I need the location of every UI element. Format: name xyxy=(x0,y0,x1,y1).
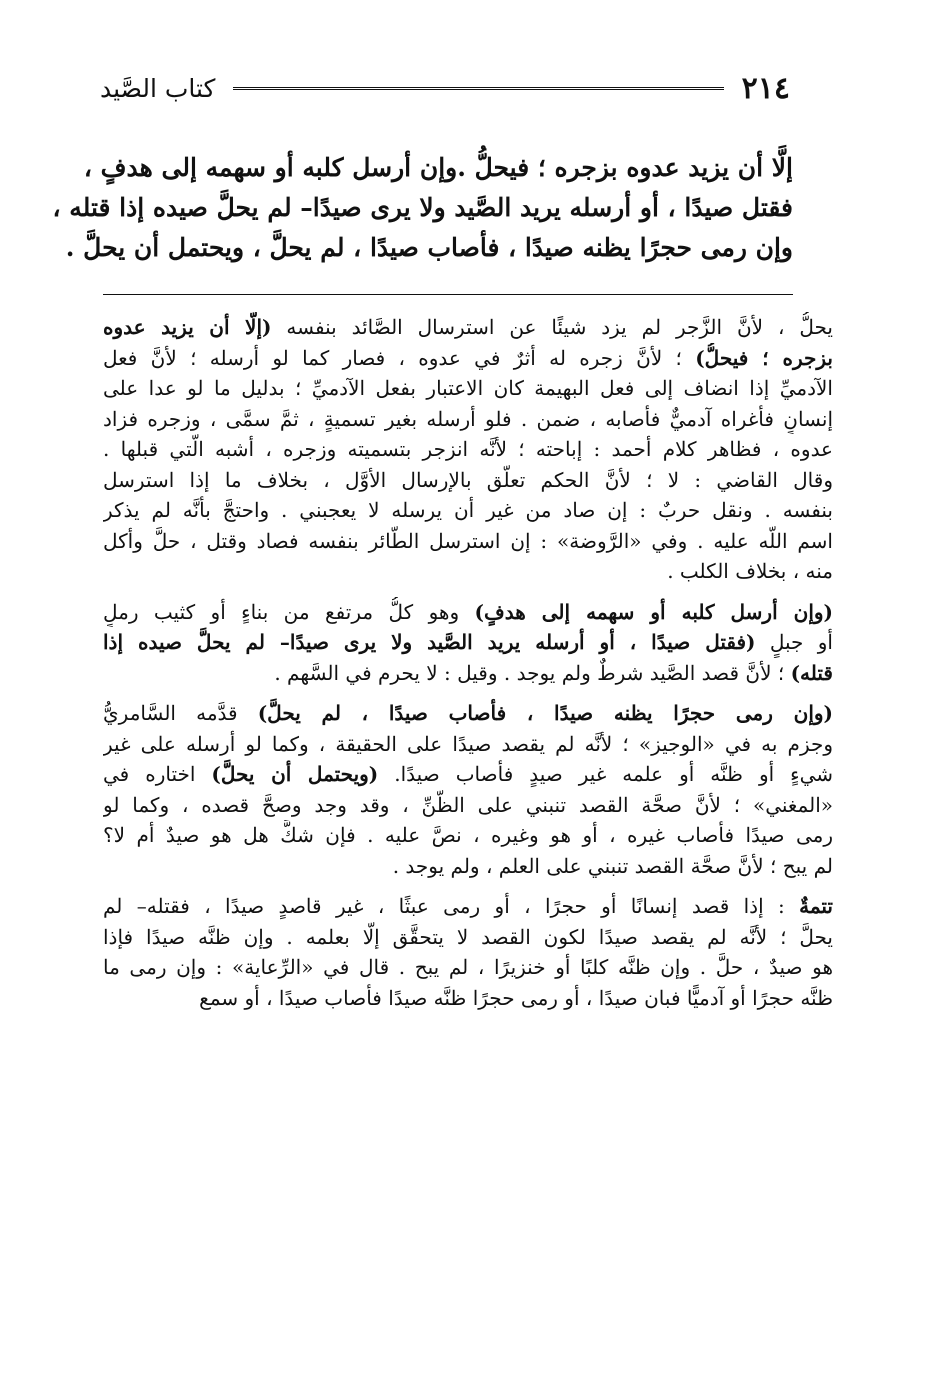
commentary-segment: أو جبلٍ xyxy=(755,630,833,654)
matn-text xyxy=(52,148,793,268)
commentary-line xyxy=(103,952,833,983)
page-header xyxy=(100,68,790,108)
matn-line: وإن رمى حجرًا يظنه صيدًا ، فأصاب صيدًا ، لم يحلَّ ، ويحتمل أن يحلَّ . xyxy=(65,233,793,262)
commentary-line xyxy=(103,790,833,821)
commentary-segment: منه ، بخلاف الكلب . xyxy=(667,559,833,583)
commentary-line xyxy=(103,526,833,557)
commentary-segment: ؛ لأنَّ زجره له أثرٌ في عدوه ، فصار كما لو أرسله ؛ لأنَّ فعل xyxy=(103,345,696,370)
commentary-segment: : إذا قصد إنسانًا أو حجرًا ، أو رمى عبثًا ، غير قاصدٍ صيدًا ، فقتله– لم xyxy=(103,894,800,918)
commentary-segment: ظنَّه حجرًا أو آدميًّا فبان صيدًا ، أو رمى حجرًا ظنَّه صيدًا فأصاب صيدًا ، أو سمع xyxy=(199,985,833,1010)
commentary-line xyxy=(103,759,833,790)
commentary-segment: وهو كلُّ مرتفع من بناءٍ أو كثيب رملٍ xyxy=(103,599,475,624)
commentary-line xyxy=(103,983,833,1014)
commentary-paragraph xyxy=(103,597,833,689)
matn-quote: تتمةٌ xyxy=(799,894,833,918)
header-rule xyxy=(233,87,723,90)
commentary-line xyxy=(103,851,833,882)
commentary-segment: شيءٍ أو ظنَّه أو علمه غير صيدٍ فأصاب صيدًا. xyxy=(378,762,833,786)
matn-quote: (ويحتمل أن يحلَّ) xyxy=(211,762,379,786)
matn-quote: (فقتل صيدًا ، أو أرسله يريد الصَّيد ولا يرى صيدًا– لم يحلَّ صيده إذا xyxy=(103,630,756,654)
commentary-line xyxy=(103,465,833,496)
commentary-segment: رمى صيدًا فأصاب غيره ، أو هو وغيره ، نصَّ عليه . فإن شكَّ هل هو صيدٌ أم لا؟ xyxy=(103,823,833,847)
commentary-segment: بنفسه . ونقل حربٌ : إن صاد من غير أن يرسله لا يعجبني . واحتجَّ بأنَّه لم يذكر xyxy=(103,498,833,522)
commentary-line xyxy=(103,658,833,689)
commentary-line xyxy=(103,343,833,374)
commentary-segment: هو صيدٌ ، حلَّ . وإن ظنَّه كلبًا أو خنزيرًا ، لم يبح . قال في «الرِّعاية» : وإن رمى ما xyxy=(103,955,833,979)
matn-line: إلَّا أن يزيد عدوه بزجره ؛ فيحلُّ .وإن أرسل كلبه أو سهمه إلى هدفٍ ، xyxy=(83,153,793,182)
commentary-line xyxy=(103,597,833,628)
commentary-line xyxy=(103,404,833,435)
commentary-text xyxy=(103,312,833,1023)
commentary-line xyxy=(103,698,833,729)
book-title: كتاب الصَّيد xyxy=(100,73,216,103)
commentary-paragraph xyxy=(103,312,833,587)
commentary-line xyxy=(103,373,833,404)
matn-quote: (وإن رمى حجرًا يظنه صيدًا ، فأصاب صيدًا ، لم يحلَّ) xyxy=(257,701,833,725)
commentary-segment: يحلُّ ، لأنَّ الزَّجر لم يزد شيئًا عن استرسال الصَّائد بنفسه xyxy=(271,315,833,339)
commentary-line xyxy=(103,495,833,526)
commentary-line xyxy=(103,891,833,922)
commentary-segment: قدَّمه السَّامريُّ xyxy=(103,701,258,725)
commentary-line xyxy=(103,434,833,465)
commentary-segment: إنسانٍ فأغراه آدميٌّ فأصابه ، ضمن . فلو أرسله بغير تسميةٍ ، ثمَّ سمَّى ، وزجره فزاد xyxy=(103,406,833,431)
commentary-segment: ؛ لأنَّ قصد الصَّيد شرطٌ ولم يوجد . وقيل : لا يحرم في السَّهم . xyxy=(274,660,791,685)
commentary-line xyxy=(103,556,833,587)
matn-quote: (وإن أرسل كلبه أو سهمه إلى هدفٍ) xyxy=(474,599,833,624)
commentary-paragraph xyxy=(103,891,833,1013)
commentary-segment: اختاره في xyxy=(103,762,212,786)
commentary-line xyxy=(103,312,833,343)
matn-quote: بزجره ؛ فيحلُّ) xyxy=(695,345,833,370)
matn-quote: قتله) xyxy=(790,660,833,685)
commentary-segment: يحلَّ ؛ لأنَّه لم يقصد صيدًا لكون القصد لا يتحقَّق إلَّا بعلمه . وإن ظنَّه صيدًا فإذا xyxy=(103,924,833,949)
commentary-segment: لم يبح ؛ لأنَّ صحَّة القصد تنبني على العلم ، ولم يوجد . xyxy=(392,853,833,878)
commentary-segment: وجزم به في «الوجيز» ؛ لأنَّه لم يقصد صيدًا على الحقيقة ، وكما لو أرسله على غير xyxy=(103,731,833,756)
matn-line: فقتل صيدًا ، أو أرسله يريد الصَّيد ولا يرى صيدًا– لم يحلَّ صيده إذا قتله ، xyxy=(52,193,793,222)
commentary-segment: وقال القاضي : لا ؛ لأنَّ الحكم تعلَّق بالإرسال الأوَّل ، بخلاف ما إذا استرسل xyxy=(103,467,833,492)
page-number: ٢١٤ xyxy=(741,70,790,106)
commentary-line xyxy=(103,820,833,851)
commentary-line xyxy=(103,729,833,760)
commentary-line xyxy=(103,627,833,658)
commentary-segment: عدوه ، فظاهر كلام أحمد : إباحته ؛ لأنَّه انزجر بتسميته وزجره ، أشبه الَّتي قبلها . xyxy=(103,437,833,461)
commentary-segment: اسم اللَّه عليه . وفي «الرَّوضة» : إن استرسل الطَّائر بنفسه فصاد وقتل ، حلَّ وأكل xyxy=(103,528,833,553)
matn-divider xyxy=(103,294,793,295)
commentary-line xyxy=(103,922,833,953)
commentary-segment: الآدميِّ إذا انضاف إلى فعل البهيمة كان الاعتبار بفعل الآدميِّ ؛ بدليل ما لو عدا على xyxy=(103,376,833,400)
commentary-segment: «المغني» ؛ لأنَّ صحَّة القصد تنبني على الظَّنِّ ، وقد وجد وصحَّ قصده ، وكما لو xyxy=(103,792,833,817)
matn-quote: (إلَّا أن يزيد عدوه xyxy=(103,315,272,339)
commentary-paragraph xyxy=(103,698,833,881)
